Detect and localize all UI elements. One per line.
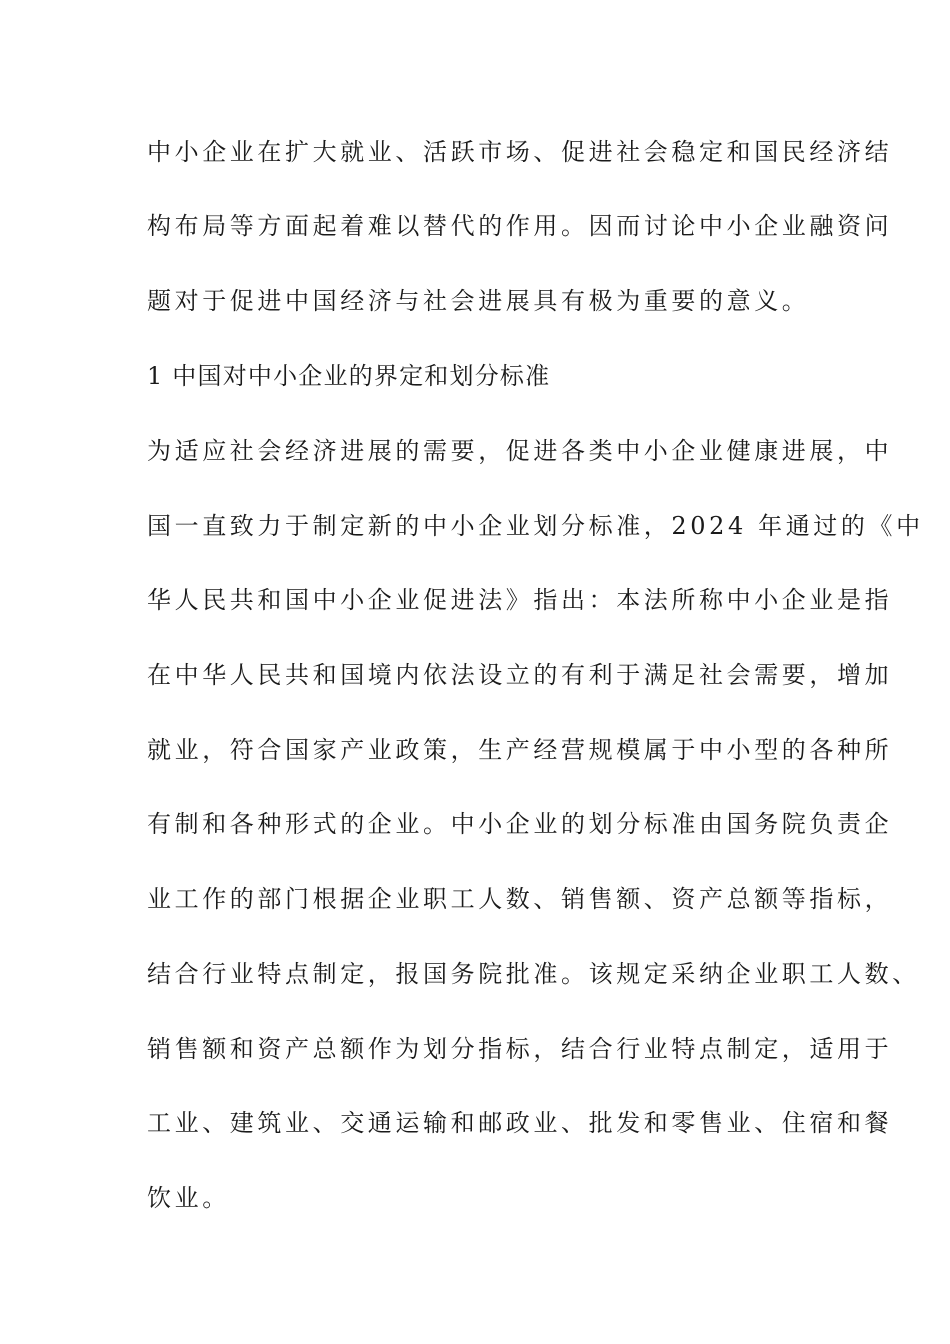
- body-line-2: 国一直致力于制定新的中小企业划分标准，2024 年通过的《中: [147, 512, 924, 540]
- body-line-6: 有制和各种形式的企业。中小企业的划分标准由国务院负责企: [147, 810, 893, 838]
- intro-line-2: 构布局等方面起着难以替代的作用。因而讨论中小企业融资问: [147, 212, 893, 240]
- body-line-11: 饮业。: [147, 1184, 230, 1212]
- body-line-8: 结合行业特点制定，报国务院批准。该规定采纳企业职工人数、: [147, 960, 920, 988]
- body-line-4: 在中华人民共和国境内依法设立的有利于满足社会需要，增加: [147, 661, 893, 689]
- section-heading: 1 中国对中小企业的界定和划分标准: [147, 362, 551, 390]
- body-line-10: 工业、建筑业、交通运输和邮政业、批发和零售业、住宿和餐: [147, 1109, 893, 1137]
- body-line-9: 销售额和资产总额作为划分指标，结合行业特点制定，适用于: [147, 1035, 893, 1063]
- body-line-5: 就业，符合国家产业政策，生产经营规模属于中小型的各种所: [147, 736, 893, 764]
- intro-line-1: 中小企业在扩大就业、活跃市场、促进社会稳定和国民经济结: [147, 138, 893, 166]
- body-line-7: 业工作的部门根据企业职工人数、销售额、资产总额等指标，: [147, 885, 893, 913]
- intro-line-3: 题对于促进中国经济与社会进展具有极为重要的意义。: [147, 287, 810, 315]
- body-line-1: 为适应社会经济进展的需要，促进各类中小企业健康进展，中: [147, 437, 893, 465]
- body-line-3: 华人民共和国中小企业促进法》指出：本法所称中小企业是指: [147, 586, 893, 614]
